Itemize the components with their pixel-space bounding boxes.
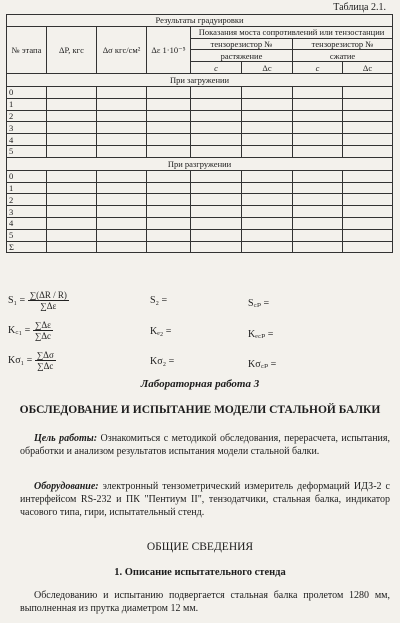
col-dp: ΔP, кгс (47, 26, 97, 73)
table-row: 4 (7, 134, 393, 146)
table-row: 3 (7, 122, 393, 134)
formula-s1: S₁ = $\frac{\sum(\Delta R / R)}{\sum\Delta\varepsilon}$ (8, 290, 67, 311)
subsection-heading: 1. Описание испытательного стенда (114, 567, 286, 578)
formula-ke1: K꜀₁ = $\frac{\sum\Delta\varepsilon}{\sum\Delta c}$ (8, 320, 52, 341)
table-row: Σ (7, 241, 393, 253)
table-row: 2 (7, 110, 393, 122)
goal-paragraph (20, 432, 390, 458)
loading-label: При загружении (7, 73, 393, 86)
body-paragraph: Обследованию и испытанию подвергается стальная балка пролетом 1280 мм, выполненная из прутка диаметром 12 мм. (20, 590, 390, 614)
goal-label: Цель работы: (34, 433, 98, 444)
col-deps: Δε 1·10⁻⁵ (147, 26, 191, 73)
col-dc2: Δc (343, 62, 393, 74)
calibration-table (6, 14, 393, 253)
table-row: 0 (7, 86, 393, 98)
table-number-label: Таблица 2.1. (333, 2, 386, 13)
table-row: 5 (7, 229, 393, 241)
table-title: Результаты градуировки (7, 15, 393, 27)
equipment-text: электронный тензометрический измеритель деформаций ИДЗ-2 с интерфейсом RS-232 и ПК "Пентиум II", тензодатчики, стальная балка, индикатор часового типа, гири, испытательный стенд. (20, 481, 390, 518)
formula-scp: S꜀ₚ = (248, 298, 270, 309)
formula-ke2: Kₑ₂ = (150, 326, 172, 337)
col-bridge: Показания моста сопротивлений или тензостанции (191, 26, 393, 38)
section-heading: ОБЩИЕ СВЕДЕНИЯ (146, 541, 254, 553)
formula-s2: S₂ = (150, 295, 168, 306)
col-tenso1: тензорезистор № (191, 38, 293, 50)
table-row: 2 (7, 194, 393, 206)
goal-text: Ознакомиться с методикой обследования, перерасчета, испытания, обработки и анализом результатов испытания модели стальной балки. (20, 433, 391, 457)
formula-ks2: Kσ₂ = (150, 356, 175, 367)
lab-number: Лабораторная работа 3 (140, 378, 260, 390)
col-compression: сжатие (293, 50, 393, 62)
table-row: 1 (7, 98, 393, 110)
col-dsigma: Δσ кгс/см² (97, 26, 147, 73)
table-row: 4 (7, 217, 393, 229)
unloading-label: При разгружении (7, 157, 393, 170)
col-c2: c (293, 62, 343, 74)
col-stage: № этапа (7, 26, 47, 73)
col-dc1: Δc (242, 62, 293, 74)
equipment-paragraph (20, 480, 390, 519)
col-tension: растяжение (191, 50, 293, 62)
formula-kecp: Kₑ꜀ₚ = (248, 329, 274, 340)
formula-ks1: Kσ₁ = $\frac{\sum\Delta\sigma}{\sum\Delta c}$ (8, 350, 54, 371)
lab-title: ОБСЛЕДОВАНИЕ И ИСПЫТАНИЕ МОДЕЛИ СТАЛЬНОЙ БАЛКИ (19, 404, 381, 416)
table-row: 3 (7, 206, 393, 218)
col-tenso2: тензорезистор № (293, 38, 393, 50)
formula-kscp: Kσ꜀ₚ = (248, 359, 277, 370)
table-row: 0 (7, 170, 393, 182)
col-c1: c (191, 62, 242, 74)
equipment-label: Оборудование: (34, 481, 99, 492)
table-row: 5 (7, 145, 393, 157)
table-row: 1 (7, 182, 393, 194)
